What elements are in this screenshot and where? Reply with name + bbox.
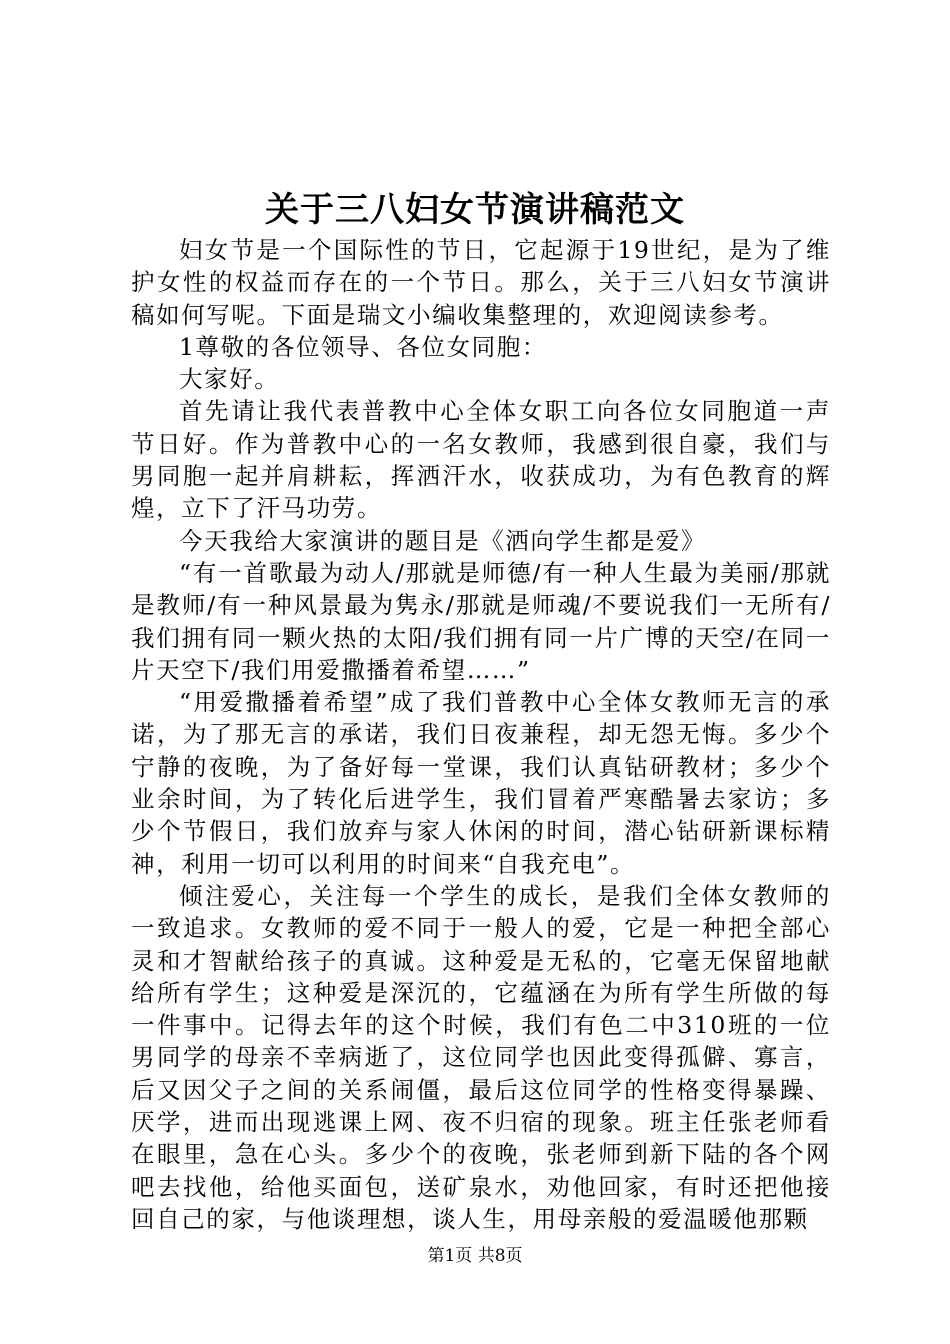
paragraph: 大家好。	[179, 365, 280, 394]
paragraph: 妇女节是一个国际性的节日，它起源于19世纪，是为了维护女性的权益而存在的一个节日。那么，关于三八妇女节演讲稿如何写呢。下面是瑞文小编收集整理的，欢迎阅读参考。	[131, 236, 831, 329]
page-footer: 第1页 共8页	[427, 1246, 523, 1266]
document-title: 关于三八妇女节演讲稿范文	[265, 190, 685, 230]
paragraph: 1尊敬的各位领导、各位女同胞：	[179, 332, 547, 361]
paragraph: 首先请让我代表普教中心全体女职工向各位女同胞道一声节日好。作为普教中心的一名女教师，我感到很自豪，我们与男同胞一起并肩耕耘，挥洒汗水，收获成功，为有色教育的辉煌，立下了汗马功劳。	[131, 397, 831, 523]
paragraph: 今天我给大家演讲的题目是《洒向学生都是爱》	[179, 526, 707, 555]
paragraph: 倾注爱心，关注每一个学生的成长，是我们全体女教师的一致追求。女教师的爱不同于一般人的爱，它是一种把全部心灵和才智献给孩子的真诚。这种爱是无私的，它毫无保留地献给所有学生；这种爱是深沉的，它蕴涵在为所有学生所做的每一件事中。记得去年的这个时候，我们有色二中310班的一位男同学的母亲不幸病逝了，这位同学也因此变得孤僻、寡言，后又因父子之间的关系闹僵，最后这位同学的性格变得暴躁、厌学，进而出现逃课上网、夜不归宿的现象。班主任张老师看在眼里，急在心头。多少个的夜晚，张老师到新下陆的各个网吧去找他，给他买面包，送矿泉水，劝他回家，有时还把他接回自己的家，与他谈理想，谈人生，用母亲般的爱温暖他那颗	[131, 881, 831, 1233]
paragraph: “用爱撒播着希望”成了我们普教中心全体女教师无言的承诺，为了那无言的承诺，我们日夜兼程，却无怨无悔。多少个宁静的夜晚，为了备好每一堂课，我们认真钻研教材；多少个业余时间，为了转化后进学生，我们冒着严寒酷暑去家访；多少个节假日，我们放弃与家人休闲的时间，潜心钻研新课标精神，利用一切可以利用的时间来“自我充电”。	[131, 688, 831, 878]
document-body	[131, 234, 831, 1235]
paragraph: “有一首歌最为动人/那就是师德/有一种人生最为美丽/那就是教师/有一种风景最为隽永/那就是师魂/不要说我们一无所有/我们拥有同一颗火热的太阳/我们拥有同一片广博的天空/在同一片天空下/我们用爱撒播着希望……”	[131, 558, 831, 684]
